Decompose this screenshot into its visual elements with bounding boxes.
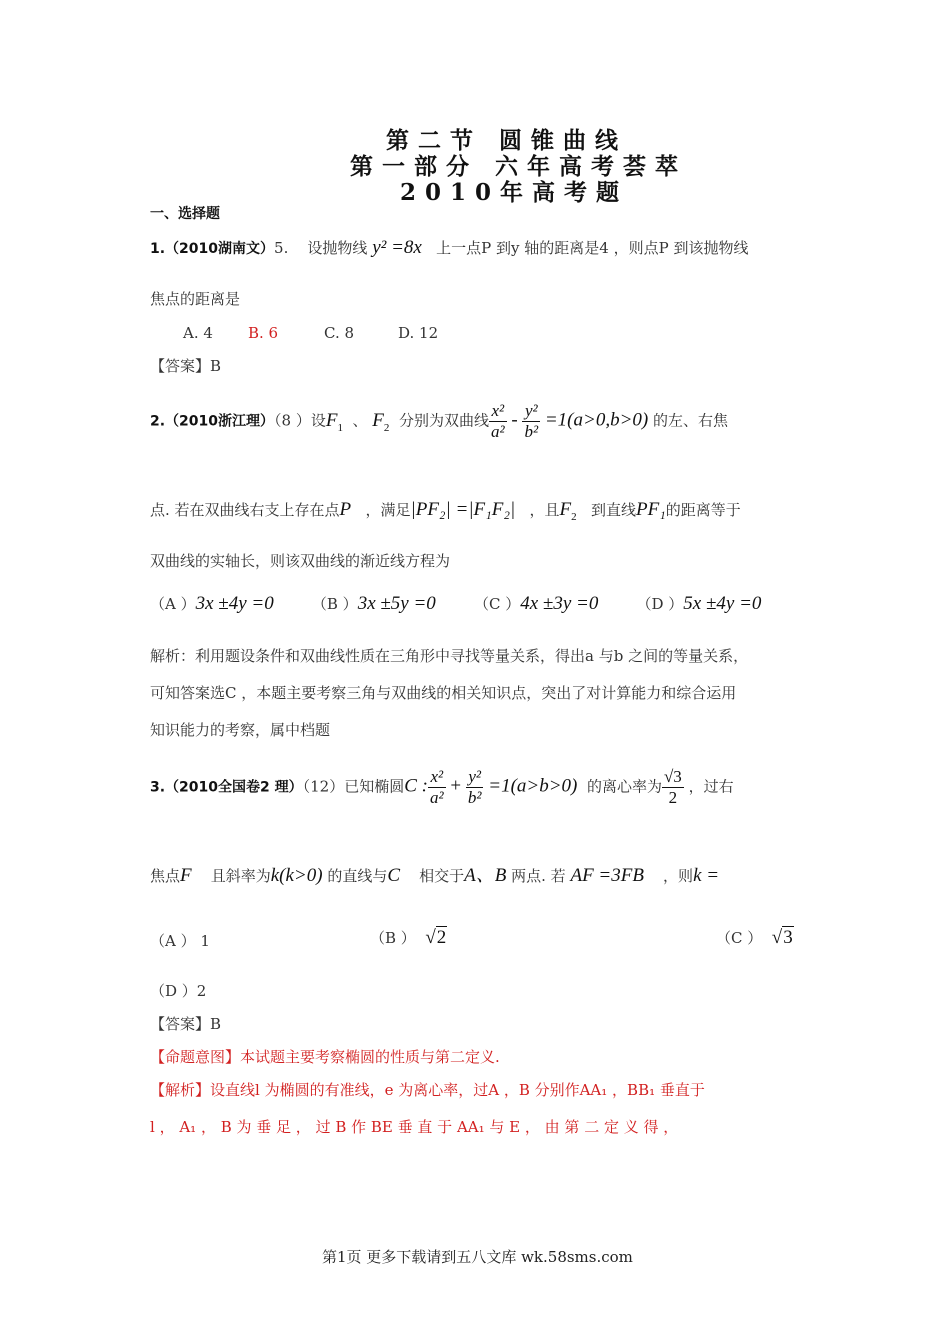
q2-pf1: PF₁ <box>635 499 666 520</box>
q3-line-1 <box>150 767 734 808</box>
q2-text-a: 分别为双曲线 <box>398 411 489 430</box>
q2-analysis-1: 解析：利用题设条件和双曲线性质在三角形中寻找等量关系，得出a 与b 之间的等量关系， <box>150 647 749 665</box>
q1-text-b: 上一点P 到y 轴的距离是4 ，则点P 到该抛物线 <box>436 239 749 257</box>
q2-equation-tail: =1(a>0,b>0) <box>544 409 649 431</box>
q3-fraction-y: $\frac{\text{y²}}{\text{b²}}$ <box>467 767 482 807</box>
q2-sep: 、 <box>352 411 368 430</box>
q1-text-a: 设抛物线 <box>307 239 368 257</box>
title-line-1: 第二节 圆锥曲线 <box>386 127 628 154</box>
q2-text-b: 的左、右焦 <box>653 411 729 430</box>
q3-solution-2: l ， A₁ ， B 为 垂 足 ， 过 B 作 BE 垂 直 于 AA₁ 与 E ， 由 第 二 定 义 得 ， <box>150 1118 679 1136</box>
title-line-2: 第一部分 六年高考荟萃 <box>350 153 688 180</box>
q2-label: 2.（2010浙江理） <box>150 413 275 430</box>
q3-option-b-wrap <box>370 928 447 948</box>
q3-text-a: 的离心率为 <box>586 777 662 796</box>
q1-equation: y² =8x <box>372 237 422 258</box>
q2-fraction-y: $\frac{\text{y²}}{\text{b²}}$ <box>524 401 539 441</box>
q2-options <box>150 594 761 614</box>
q2-f1: $F_1$ <box>325 409 343 434</box>
q2-analysis-3: 知识能力的考察，属中档题 <box>150 721 331 739</box>
q2-line-1 <box>150 401 728 442</box>
q3-option-b-label: （B ） <box>370 929 416 947</box>
q3-af: AF =3FB <box>570 865 644 886</box>
q2-option-a-label: （A ） <box>150 595 196 613</box>
q2-option-a: 3x ±4y =0 <box>195 593 274 614</box>
q3-solution-1: 【解析】设直线l 为椭圆的有准线，e 为离心率，过A ，B 分别作AA₁ ，BB₁ 垂直于 <box>150 1081 705 1099</box>
q2-abs-eq: |PF₂| =|F₁F₂| <box>410 499 516 520</box>
q1-text-c: 焦点的距离是 <box>150 290 241 308</box>
q1-option-d: D. 12 <box>398 324 439 342</box>
q3-equation-tail: =1(a>b>0) <box>488 775 578 797</box>
q2-line-2: 点. 若在双曲线右支上存在点P ，满足|PF₂| =|F₁F₂| ，且$F_2$ 到直线PF₁的距离等于 <box>150 499 741 523</box>
q2-option-c-label: （C ） <box>473 595 521 613</box>
q1-option-a: A. 4 <box>183 324 213 342</box>
q3-c: C : <box>404 775 428 797</box>
q3-text-b: ，过右 <box>688 777 734 796</box>
q3-f: F <box>180 865 192 886</box>
q1-label: 1.（2010湖南文） <box>150 241 275 257</box>
q2-num: （8 ）设 <box>274 411 326 430</box>
q1-option-c: C. 8 <box>324 324 355 342</box>
q3-answer: 【答案】B <box>150 1015 222 1033</box>
q2-f2: $F_2$ <box>372 409 390 434</box>
q3-intent: 【命题意图】本试题主要考察椭圆的性质与第二定义. <box>150 1048 500 1066</box>
q3-ab: A、B <box>464 865 507 886</box>
q2-minus: - <box>511 409 518 431</box>
q1-answer: 【答案】B <box>150 357 222 375</box>
q3-k: k(k>0) <box>270 865 323 886</box>
q2-option-b-label: （B ） <box>311 595 358 613</box>
q3-option-c-label: （C ） <box>716 929 763 947</box>
q2-option-d: 5x ±4y =0 <box>683 593 762 614</box>
q3-option-a: （A ） 1 <box>150 932 210 950</box>
q2-analysis-2: 可知答案选C ，本题主要考察三角与双曲线的相关知识点，突出了对计算能力和综合运用 <box>150 684 737 702</box>
q2-p: P <box>339 499 352 520</box>
q3-label: 3.（2010全国卷2 理） <box>150 779 303 796</box>
page-footer: 第1页 更多下载请到五八文库 wk.58sms.com <box>322 1248 633 1266</box>
q3-option-c-wrap <box>716 928 794 948</box>
q2-option-d-label: （D ） <box>636 595 684 613</box>
q3-fraction-x: $\frac{\text{x²}}{\text{a²}}$ <box>429 767 444 807</box>
q2-line-3: 双曲线的实轴长，则该双曲线的渐近线方程为 <box>150 552 451 570</box>
q1-option-b: B. 6 <box>248 324 279 342</box>
q3-plus: + <box>450 775 462 797</box>
q3-line-2: 焦点F 且斜率为k(k>0) 的直线与C 相交于A、B 两点. 若 AF =3FB ，则k = <box>150 865 720 886</box>
q3-option-b: √2 <box>425 927 447 948</box>
q2-fraction-x: $\frac{\text{x²}}{\text{a²}}$ <box>490 401 505 441</box>
q1-num: 5. <box>274 239 289 257</box>
q3-num: （12）已知椭圆 <box>302 777 405 796</box>
section-heading: 一、选择题 <box>150 206 220 222</box>
q3-option-d: （D ）2 <box>150 982 207 1000</box>
q2-option-c: 4x ±3y =0 <box>520 593 599 614</box>
q3-option-c: √3 <box>771 927 793 948</box>
q3-keq: k = <box>693 865 720 886</box>
q3-eccentricity: $\frac{√3}{2}$ <box>663 767 682 807</box>
q1-line-1 <box>150 238 748 259</box>
title-line-3: 2010年高考题 <box>400 179 629 206</box>
q3-cc: C <box>387 865 401 886</box>
q2-option-b: 3x ±5y =0 <box>357 593 436 614</box>
